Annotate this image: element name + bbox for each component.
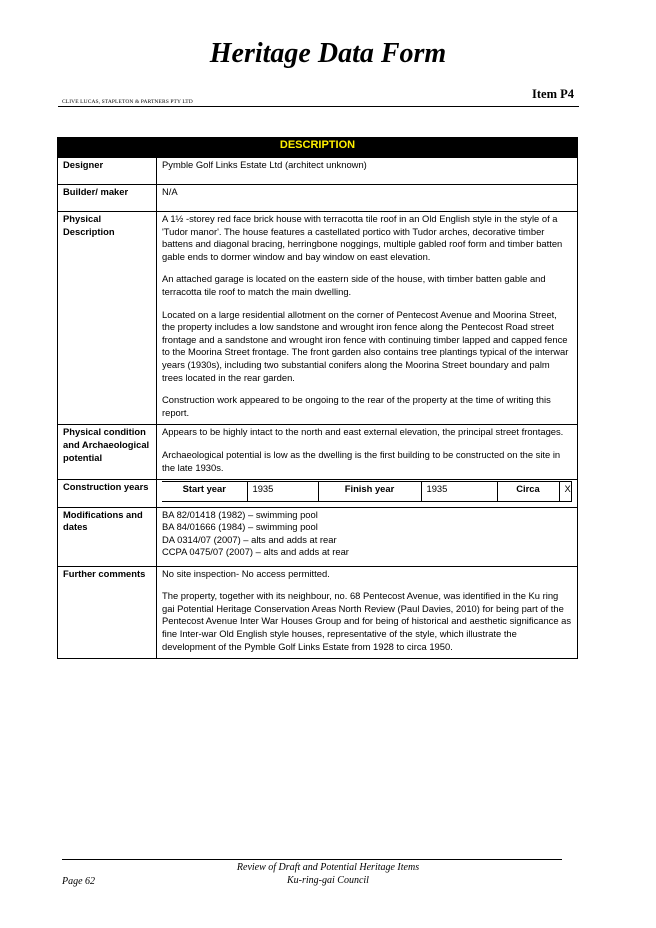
designer-label: Designer (58, 158, 157, 185)
construction-years-value (157, 480, 578, 508)
page-title: Heritage Data Form (209, 38, 447, 69)
footer-council-name: Ku-ring-gai Council (287, 874, 369, 886)
footer-titles (0, 862, 656, 887)
builder-label: Builder/ maker (58, 185, 157, 212)
further-comments-label: Further comments (58, 566, 157, 659)
condition-value (157, 425, 578, 480)
heritage-form-table (57, 137, 578, 659)
designer-row (58, 158, 578, 185)
physical-description-label: Physical Description (58, 212, 157, 425)
comment-paragraph: No site inspection- No access permitted. (162, 567, 330, 579)
start-year-label: Start year (162, 482, 247, 502)
modifications-value (157, 507, 578, 566)
page-number: Page 62 (62, 876, 96, 887)
physical-description-value (157, 212, 578, 425)
description-paragraph: Construction work appeared to be ongoing to the rear of the property at the time of writing this report. (162, 394, 551, 418)
circa-label: Circa (497, 482, 559, 502)
condition-row (58, 425, 578, 480)
finish-year-label: Finish year (318, 482, 421, 502)
modifications-row (58, 507, 578, 566)
builder-value: N/A (157, 185, 578, 212)
footer-rule (62, 859, 562, 860)
condition-paragraph: Archaeological potential is low as the dwelling is the first building to be constructed on the site in the late 1930s. (162, 448, 561, 473)
construction-years-label: Construction years (58, 480, 157, 508)
firm-name: CLIVE LUCAS, STAPLETON & PARTNERS PTY LTD (62, 99, 193, 105)
further-comments-value (157, 566, 578, 659)
start-year-value: 1935 (247, 482, 318, 502)
modifications-label: Modifications and dates (58, 507, 157, 566)
section-heading: DESCRIPTION (58, 138, 578, 158)
construction-years-row (58, 480, 578, 508)
footer-report-title: Review of Draft and Potential Heritage Items (236, 862, 420, 873)
further-comments-row (58, 566, 578, 659)
comment-paragraph: The property, together with its neighbour, no. 68 Pentecost Avenue, was identified in the Ku ring gai Potential Heritage Conservation Areas North Review (Paul Davies, 2010) for being part of the Pentecost Avenue Inter War Houses Group and for being of historical and aesthetic significance as fine Inter-war Old English style houses, representative of the style, which illustrate the development of the Pymble Golf Links Estate from 1928 to circa 1950. (162, 590, 572, 652)
physical-description-row (58, 212, 578, 425)
designer-value: Pymble Golf Links Estate Ltd (architect unknown) (157, 158, 578, 185)
finish-year-value: 1935 (421, 482, 497, 502)
condition-paragraph: Appears to be highly intact to the north and east external elevation, the principal street frontages. (162, 426, 564, 438)
item-number: Item P4 (532, 87, 574, 101)
modification-line: CCPA 0475/07 (2007) – alts and adds at rear (162, 546, 349, 558)
builder-row (58, 185, 578, 212)
description-paragraph: A 1½ -storey red face brick house with terracotta tile roof in an Old English style in the style of a 'Tudor manor'. The house features a castellated portico with Tudor arches, decorative timber battens and diagonal bracing, herringbone noggings, multiple gabled roof form and timber batten gable ends to dormer window and bay window on east elevation. (162, 213, 563, 262)
modification-line: BA 84/01666 (1984) – swimming pool (162, 521, 318, 533)
circa-value: X (559, 482, 572, 502)
construction-years-table (162, 481, 572, 502)
description-band (58, 138, 578, 158)
modification-line: BA 82/01418 (1982) – swimming pool (162, 508, 318, 520)
header-rule (58, 106, 579, 107)
description-paragraph: Located on a large residential allotment on the corner of Pentecost Avenue and Moorina Street, the property includes a low sandstone and wrought iron fence along the Pentecost Road street frontage and a sandstone and wrought iron fence with continuing timber lapped and capped fence to the Moorina Street frontage. The front garden also contains tree plantings typical of the interwar years (1930s), including two substantial conifers along the Moorina Street boundary and palm trees located in the rear garden. (162, 308, 569, 383)
condition-label: Physical condition and Archaeological potential (58, 425, 157, 480)
description-paragraph: An attached garage is located on the eastern side of the house, with timber batten gable and terracotta tile roof to match the main dwelling. (162, 273, 546, 297)
modification-line: DA 0314/07 (2007) – alts and adds at rear (162, 533, 337, 545)
